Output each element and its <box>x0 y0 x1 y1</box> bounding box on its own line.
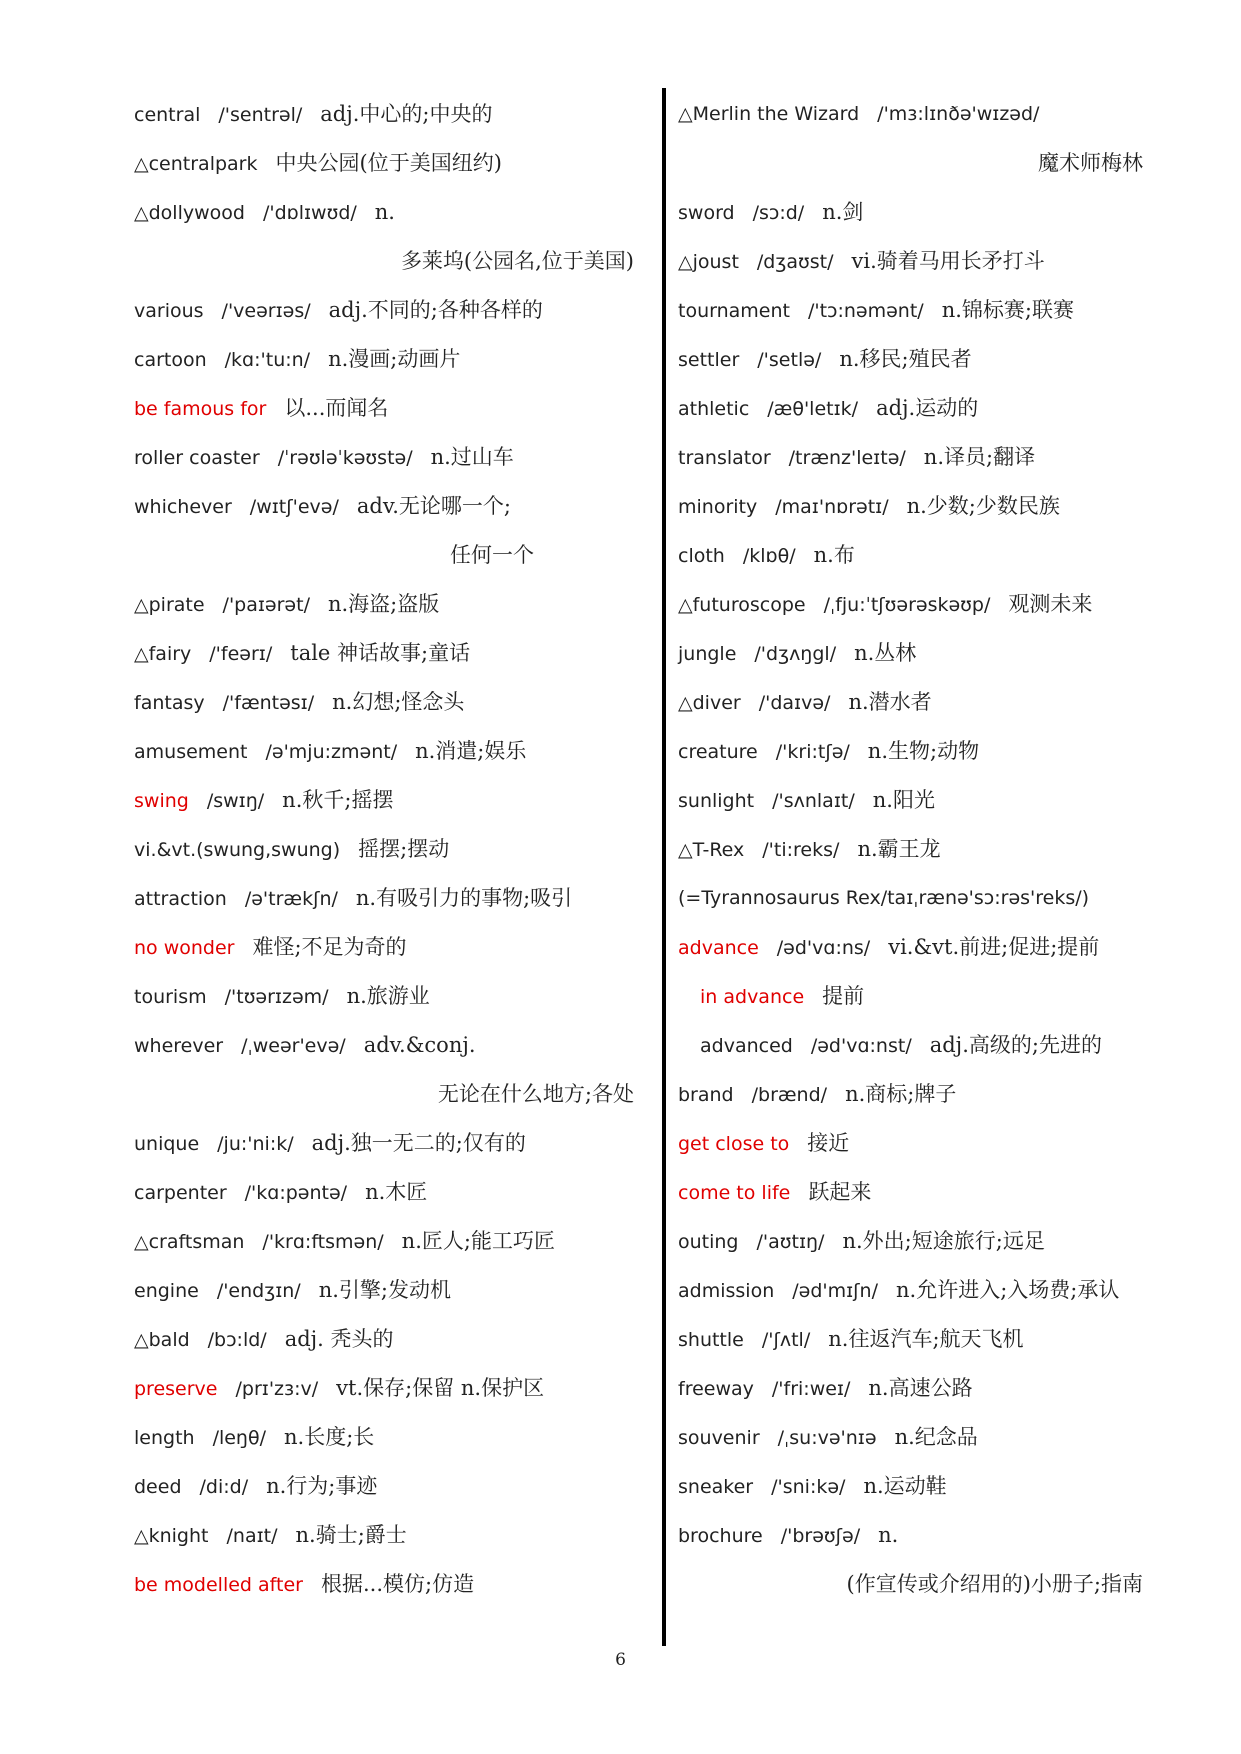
vocab-word: (=Tyrannosaurus Rex/taɪˌrænə'sɔ:rəs'reks/) <box>678 887 1090 909</box>
vocab-meaning: n. <box>374 200 395 224</box>
vocab-entry <box>678 1070 1143 1119</box>
vocab-meaning: adj.不同的;各种各样的 <box>328 298 543 322</box>
vocab-meaning: adj. 秃头的 <box>284 1327 394 1351</box>
vocab-word: freeway <box>678 1378 754 1400</box>
vocab-entry <box>134 874 634 923</box>
vocab-entry <box>678 678 1143 727</box>
vocab-meaning: n.海盗;盗版 <box>327 592 440 616</box>
vocab-entry <box>678 825 1143 874</box>
vocab-meaning: n.外出;短途旅行;远足 <box>842 1229 1045 1253</box>
vocab-word: get close to <box>678 1133 790 1155</box>
vocab-word: △centralpark <box>134 153 258 175</box>
vocab-meaning: n.霸王龙 <box>857 837 941 861</box>
vocab-entry <box>134 335 634 384</box>
phonetic-transcription: /brænd/ <box>751 1084 828 1106</box>
phonetic-transcription: /di:d/ <box>199 1476 249 1498</box>
phonetic-transcription: /dʒaʊst/ <box>756 251 834 273</box>
vocab-entry <box>134 1168 634 1217</box>
vocab-meaning: adj.运动的 <box>876 396 979 420</box>
vocab-meaning: 观测未来 <box>1008 592 1093 616</box>
phonetic-transcription: /'sni:kə/ <box>771 1476 846 1498</box>
vocab-entry <box>678 188 1143 237</box>
phonetic-transcription: /prɪ'zɜ:v/ <box>235 1378 319 1400</box>
vocab-word: whichever <box>134 496 232 518</box>
vocab-word: wherever <box>134 1035 224 1057</box>
entry-meaning-continuation <box>134 237 634 286</box>
vocab-word: △diver <box>678 692 741 714</box>
column-divider <box>662 88 666 1646</box>
phonetic-transcription: /'veərɪəs/ <box>221 300 311 322</box>
vocab-entry <box>678 1217 1143 1266</box>
vocab-meaning: adv.&conj. <box>363 1033 476 1057</box>
vocab-meaning: n.潜水者 <box>848 690 932 714</box>
vocab-word: sunlight <box>678 790 755 812</box>
phonetic-transcription: /'ti:reks/ <box>762 839 840 861</box>
vocab-meaning: 以...而闻名 <box>284 396 389 420</box>
vocab-word: tournament <box>678 300 790 322</box>
vocab-entry <box>134 825 634 874</box>
entry-meaning-continuation <box>134 531 634 580</box>
phonetic-transcription: /ə'trækʃn/ <box>244 888 338 910</box>
vocab-word: swing <box>134 790 189 812</box>
vocab-meaning: n. <box>878 1523 899 1547</box>
vocab-meaning: n.移民;殖民者 <box>839 347 972 371</box>
vocab-word: preserve <box>134 1378 218 1400</box>
vocab-entry <box>678 923 1143 972</box>
vocab-word: △craftsman <box>134 1231 245 1253</box>
vocab-word: cartoon <box>134 349 207 371</box>
vocab-meaning: 跃起来 <box>808 1180 872 1204</box>
vocab-entry <box>678 90 1143 139</box>
vocab-meaning: n.长度;长 <box>284 1425 375 1449</box>
vocab-entry <box>134 1217 634 1266</box>
vocab-word: unique <box>134 1133 200 1155</box>
vocab-meaning: n.剑 <box>822 200 864 224</box>
vocab-entry <box>678 1168 1143 1217</box>
phonetic-transcription: /'endʒɪn/ <box>216 1280 301 1302</box>
phonetic-transcription: /leŋθ/ <box>212 1427 266 1449</box>
meaning-text: 任何一个 <box>450 543 534 567</box>
vocab-word: △T-Rex <box>678 839 745 861</box>
phonetic-transcription: /'feərɪ/ <box>209 643 273 665</box>
phonetic-transcription: /'aʊtɪŋ/ <box>756 1231 825 1253</box>
vocab-entry <box>134 727 634 776</box>
vocab-word: fantasy <box>134 692 205 714</box>
right-column <box>678 90 1143 1609</box>
vocab-meaning: n.阳光 <box>872 788 935 812</box>
vocab-entry <box>134 678 634 727</box>
vocab-meaning: n.布 <box>813 543 855 567</box>
vocab-entry <box>134 384 634 433</box>
vocab-meaning: n.允许进入;入场费;承认 <box>896 1278 1120 1302</box>
vocab-word: △dollywood <box>134 202 245 224</box>
vocab-meaning: n.引擎;发动机 <box>318 1278 451 1302</box>
vocab-entry <box>134 1364 634 1413</box>
vocab-entry <box>134 433 634 482</box>
vocab-word: attraction <box>134 888 227 910</box>
vocab-entry <box>134 1413 634 1462</box>
vocab-meaning: n.旅游业 <box>346 984 430 1008</box>
vocab-entry <box>134 972 634 1021</box>
vocab-word: △pirate <box>134 594 205 616</box>
vocab-meaning: n.过山车 <box>430 445 514 469</box>
phonetic-transcription: /'kɑ:pəntə/ <box>244 1182 348 1204</box>
phonetic-transcription: /sɔ:d/ <box>752 202 805 224</box>
vocab-meaning: n.往返汽车;航天飞机 <box>828 1327 1024 1351</box>
vocab-entry <box>134 1511 634 1560</box>
vocab-entry <box>134 1560 634 1609</box>
vocab-word: cloth <box>678 545 725 567</box>
phonetic-transcription: /'daɪvə/ <box>758 692 831 714</box>
phonetic-transcription: /əd'vɑ:ns/ <box>776 937 871 959</box>
vocab-word: jungle <box>678 643 737 665</box>
vocab-entry <box>678 286 1143 335</box>
vocab-entry <box>678 237 1143 286</box>
vocab-meaning: n.消遣;娱乐 <box>415 739 527 763</box>
vocab-word: engine <box>134 1280 199 1302</box>
vocab-entry <box>678 972 1143 1021</box>
vocab-meaning: n.运动鞋 <box>863 1474 947 1498</box>
vocab-entry <box>678 1021 1143 1070</box>
left-column <box>134 90 634 1609</box>
vocab-entry <box>678 482 1143 531</box>
phonetic-transcription: /ju:'ni:k/ <box>217 1133 294 1155</box>
phonetic-transcription: /swɪŋ/ <box>206 790 265 812</box>
phonetic-transcription: /bɔ:ld/ <box>207 1329 267 1351</box>
vocab-word: deed <box>134 1476 182 1498</box>
phonetic-transcription: /'dɒlɪwʊd/ <box>262 202 357 224</box>
vocab-meaning: n.生物;动物 <box>867 739 980 763</box>
phonetic-transcription: /'dʒʌŋgl/ <box>754 643 837 665</box>
vocab-word: no wonder <box>134 937 235 959</box>
page-number: 6 <box>615 1650 626 1670</box>
vocab-meaning: 接近 <box>807 1131 850 1155</box>
phonetic-transcription: /wɪtʃ'evə/ <box>249 496 339 518</box>
vocab-word: roller coaster <box>134 447 260 469</box>
vocab-meaning: vi.&vt.前进;促进;提前 <box>888 935 1100 959</box>
vocab-meaning: n.骑士;爵士 <box>295 1523 407 1547</box>
vocab-word: sword <box>678 202 735 224</box>
vocab-word: be famous for <box>134 398 267 420</box>
vocab-word: souvenir <box>678 1427 760 1449</box>
vocab-entry <box>134 1315 634 1364</box>
phonetic-transcription: /klɒθ/ <box>742 545 796 567</box>
phonetic-transcription: /maɪ'nɒrətɪ/ <box>775 496 889 518</box>
vocab-meaning: 根据...模仿;仿造 <box>320 1572 475 1596</box>
vocab-meaning: n.商标;牌子 <box>845 1082 957 1106</box>
phonetic-transcription: /ˌsu:və'nɪə <box>777 1427 877 1449</box>
phonetic-transcription: /'tɔ:nəmənt/ <box>807 300 924 322</box>
vocab-entry <box>678 580 1143 629</box>
vocab-word: various <box>134 300 204 322</box>
vocab-word: minority <box>678 496 758 518</box>
vocab-word: sneaker <box>678 1476 754 1498</box>
vocab-meaning: n.译员;翻译 <box>923 445 1036 469</box>
vocab-entry <box>134 188 634 237</box>
vocab-word: outing <box>678 1231 739 1253</box>
vocab-entry <box>678 433 1143 482</box>
phonetic-transcription: /ˌweər'evə/ <box>241 1035 346 1057</box>
phonetic-transcription: /'ʃʌtl/ <box>761 1329 811 1351</box>
vocab-entry <box>678 776 1143 825</box>
vocab-entry <box>134 1021 634 1070</box>
vocab-word: brochure <box>678 1525 763 1547</box>
vocab-entry <box>678 727 1143 776</box>
vocab-meaning: n.纪念品 <box>894 1425 978 1449</box>
vocab-meaning: tale 神话故事;童话 <box>290 641 471 665</box>
vocab-word: △Merlin the Wizard <box>678 103 860 125</box>
vocab-entry <box>134 286 634 335</box>
meaning-text: 多莱坞(公园名,位于美国) <box>400 249 634 273</box>
phonetic-transcription: /'brəʊʃə/ <box>780 1525 861 1547</box>
vocab-word: athletic <box>678 398 750 420</box>
phonetic-transcription: /trænz'leɪtə/ <box>788 447 906 469</box>
vocab-entry <box>678 1315 1143 1364</box>
vocab-word: △futuroscope <box>678 594 806 616</box>
vocab-entry <box>134 1119 634 1168</box>
vocab-entry <box>134 629 634 678</box>
vocab-entry <box>134 90 634 139</box>
vocab-word: be modelled after <box>134 1574 303 1596</box>
vocab-meaning: n.匠人;能工巧匠 <box>401 1229 555 1253</box>
vocab-entry <box>134 1266 634 1315</box>
vocab-word: advanced <box>700 1035 793 1057</box>
vocab-entry <box>678 874 1143 923</box>
vocab-entry <box>134 923 634 972</box>
vocab-meaning: n.有吸引力的事物;吸引 <box>355 886 573 910</box>
vocab-word: carpenter <box>134 1182 227 1204</box>
vocab-meaning: adv.无论哪一个; <box>356 494 511 518</box>
vocab-meaning: n.丛林 <box>854 641 917 665</box>
vocab-word: shuttle <box>678 1329 744 1351</box>
vocab-word: brand <box>678 1084 734 1106</box>
phonetic-transcription: /əd'vɑ:nst/ <box>810 1035 912 1057</box>
phonetic-transcription: /naɪt/ <box>226 1525 278 1547</box>
phonetic-transcription: /'mɜ:lɪnðə'wɪzəd/ <box>877 103 1040 125</box>
vocab-word: length <box>134 1427 195 1449</box>
vocab-entry <box>678 1364 1143 1413</box>
vocab-meaning: n.高速公路 <box>868 1376 973 1400</box>
vocab-entry <box>134 776 634 825</box>
phonetic-transcription: /'paɪərət/ <box>222 594 310 616</box>
meaning-text: (作宣传或介绍用的)小册子;指南 <box>846 1572 1143 1596</box>
phonetic-transcription: /'fæntəsɪ/ <box>222 692 315 714</box>
phonetic-transcription: /'krɑ:ftsmən/ <box>262 1231 384 1253</box>
phonetic-transcription: /æθ'letɪk/ <box>767 398 859 420</box>
phonetic-transcription: /'sentrəl/ <box>218 104 303 126</box>
vocab-meaning: n.木匠 <box>365 1180 428 1204</box>
vocab-word: creature <box>678 741 758 763</box>
vocab-word: settler <box>678 349 740 371</box>
meaning-text: 魔术师梅林 <box>1038 151 1143 175</box>
vocab-meaning: n.行为;事迹 <box>266 1474 378 1498</box>
vocab-entry <box>678 629 1143 678</box>
entry-meaning-continuation <box>678 139 1143 188</box>
vocab-meaning: adj.中心的;中央的 <box>320 102 493 126</box>
vocab-entry <box>678 335 1143 384</box>
vocab-word: central <box>134 104 201 126</box>
phonetic-transcription: /'kri:tʃə/ <box>775 741 850 763</box>
vocab-word: △joust <box>678 251 739 273</box>
vocab-entry <box>134 580 634 629</box>
vocab-entry <box>678 1462 1143 1511</box>
vocab-meaning: 摇摆;摆动 <box>358 837 450 861</box>
vocab-entry <box>678 1511 1143 1560</box>
vocab-entry <box>678 1266 1143 1315</box>
vocab-meaning: 中央公园(位于美国纽约) <box>275 151 502 175</box>
vocab-meaning: adj.独一无二的;仅有的 <box>311 1131 526 1155</box>
vocab-meaning: vi.骑着马用长矛打斗 <box>851 249 1045 273</box>
vocab-word: advance <box>678 937 759 959</box>
vocab-entry <box>678 1119 1143 1168</box>
vocab-entry <box>134 482 634 531</box>
vocab-word: amusement <box>134 741 248 763</box>
entry-meaning-continuation <box>678 1560 1143 1609</box>
vocab-meaning: vt.保存;保留 n.保护区 <box>336 1376 545 1400</box>
phonetic-transcription: /ˌfju:ˈtʃʊərəskəʊp/ <box>823 594 991 616</box>
vocab-word: tourism <box>134 986 207 1008</box>
phonetic-transcription: /kɑ:'tu:n/ <box>224 349 311 371</box>
vocab-meaning: 提前 <box>822 984 865 1008</box>
vocab-entry <box>134 1462 634 1511</box>
vocab-word: translator <box>678 447 771 469</box>
vocab-meaning: n.秋千;摇摆 <box>282 788 394 812</box>
phonetic-transcription: /'tʊərɪzəm/ <box>224 986 329 1008</box>
phonetic-transcription: /ə'mju:zmənt/ <box>265 741 398 763</box>
vocab-word: admission <box>678 1280 775 1302</box>
vocab-meaning: n.锦标赛;联赛 <box>941 298 1074 322</box>
vocab-entry <box>678 531 1143 580</box>
vocab-meaning: 难怪;不足为奇的 <box>252 935 407 959</box>
vocab-word: △bald <box>134 1329 190 1351</box>
vocab-meaning: adj.高级的;先进的 <box>929 1033 1102 1057</box>
vocab-word: in advance <box>700 986 805 1008</box>
phonetic-transcription: /'sʌnlaɪt/ <box>772 790 855 812</box>
vocab-meaning: n.幻想;怪念头 <box>332 690 465 714</box>
vocab-entry <box>134 139 634 188</box>
vocab-word: come to life <box>678 1182 791 1204</box>
vocab-meaning: n.漫画;动画片 <box>328 347 461 371</box>
phonetic-transcription: /'fri:weɪ/ <box>771 1378 851 1400</box>
phonetic-transcription: /əd'mɪʃn/ <box>792 1280 879 1302</box>
vocab-word: △fairy <box>134 643 192 665</box>
phonetic-transcription: /'setlə/ <box>757 349 822 371</box>
meaning-text: 无论在什么地方;各处 <box>437 1082 634 1106</box>
vocab-entry <box>678 1413 1143 1462</box>
vocab-word: vi.&vt.(swung,swung) <box>134 839 341 861</box>
vocab-entry <box>678 384 1143 433</box>
vocab-meaning: n.少数;少数民族 <box>906 494 1060 518</box>
phonetic-transcription: /ˈrəʊləˈkəʊstə/ <box>277 447 413 469</box>
vocab-word: △knight <box>134 1525 209 1547</box>
entry-meaning-continuation <box>134 1070 634 1119</box>
